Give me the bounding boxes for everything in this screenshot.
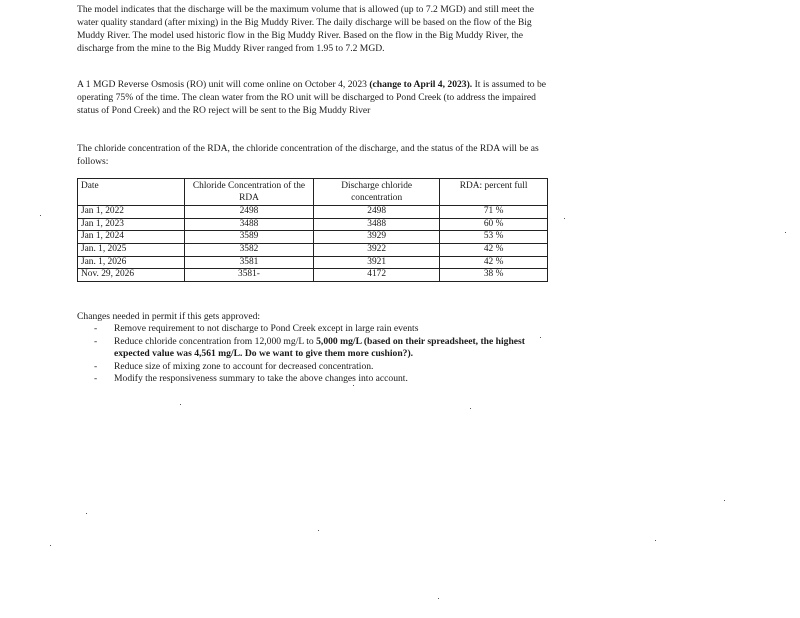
change-responsiveness-summary: Modify the responsiveness summary to take the above changes into account. (114, 373, 408, 385)
scan-speck (40, 215, 41, 216)
scan-speck (318, 530, 319, 531)
rda-status-table (77, 178, 548, 282)
scan-speck (86, 513, 87, 514)
bullet-dash: - (94, 323, 98, 334)
list-item (88, 373, 558, 386)
row-rda-percent: 38 % (440, 269, 548, 282)
row-date: Nov. 29, 2026 (78, 269, 185, 282)
table-row (78, 206, 548, 219)
row-rda-percent: 71 % (440, 206, 548, 219)
scan-speck (50, 545, 51, 546)
bullet-dash: - (94, 373, 98, 385)
scan-speck (353, 385, 354, 386)
row-discharge: 3488 (314, 218, 440, 231)
row-chloride: 2498 (184, 206, 313, 219)
row-discharge: 3922 (314, 243, 440, 256)
row-rda-percent: 42 % (440, 256, 548, 269)
bullet-dash: - (94, 360, 98, 372)
table-intro-paragraph: The chloride concentration of the RDA, the chloride concentration of the discharge, and the status of the RDA will be as follows: (77, 143, 539, 167)
scan-speck (655, 540, 656, 541)
header-rda-percent-full: RDA: percent full (440, 179, 548, 206)
scan-speck (540, 337, 541, 338)
row-date: Jan. 1, 2025 (78, 243, 185, 256)
row-discharge: 4172 (314, 269, 440, 282)
row-date: Jan 1, 2024 (78, 231, 185, 244)
scan-speck (180, 404, 181, 405)
list-item (88, 361, 558, 374)
bullet-dash: - (94, 335, 98, 347)
header-date: Date (78, 179, 185, 206)
table-row (78, 269, 548, 282)
table-header-row (78, 179, 548, 206)
ro-paragraph-start: A 1 MGD Reverse Osmosis (RO) unit will come online on October 4, 2023 (77, 79, 370, 90)
row-date: Jan 1, 2023 (78, 218, 185, 231)
change-reduce-chloride-bold: 5,000 mg/L (based on their spreadsheet, the highest expected value was 4,561 mg/L. Do we want to give them more cushion?). (114, 335, 525, 360)
table-row (78, 256, 548, 269)
row-chloride: 3488 (184, 218, 313, 231)
table-row (78, 218, 548, 231)
scan-speck (470, 408, 471, 409)
scan-speck (724, 500, 725, 501)
row-chloride: 3582 (184, 243, 313, 256)
row-chloride: 3589 (184, 231, 313, 244)
ro-date-change-note: (change to April 4, 2023). (369, 79, 473, 90)
scan-speck (785, 232, 786, 233)
row-rda-percent: 42 % (440, 243, 548, 256)
change-reduce-chloride-start: Reduce chloride concentration from 12,000 mg/L to (114, 335, 317, 347)
row-discharge: 3929 (314, 231, 440, 244)
row-chloride: 3581 (184, 256, 313, 269)
row-rda-percent: 60 % (440, 218, 548, 231)
model-paragraph: The model indicates that the discharge will be the maximum volume that is allowed (up to 7.2 MGD) and still meet the water quality standard (after mixing) in the Big Muddy River. The daily discharge will be based on the flow of the Big Muddy River. The model used historic flow in the Big Muddy River. Based on the flow in the Big Muddy River, the discharge from the mine to the Big Muddy River ranged from 1.95 to 7.2 MGD. (77, 4, 535, 54)
row-chloride: 3581- (184, 269, 313, 282)
table-row (78, 231, 548, 244)
row-discharge: 3921 (314, 256, 440, 269)
scan-speck (438, 598, 439, 599)
scan-speck (564, 218, 565, 219)
ro-unit-paragraph (77, 78, 549, 117)
ro-paragraph-end: It is assumed to be operating 75% of the time. The clean water from the RO unit will be discharged to Pond Creek (to address the impaired status of Pond Creek) and the RO reject will be sent to the Big Muddy River (77, 79, 546, 116)
header-discharge-chloride: Discharge chloride concentration (314, 179, 440, 206)
row-date: Jan. 1, 2026 (78, 256, 185, 269)
list-item (88, 323, 558, 336)
table-row (78, 243, 548, 256)
header-chloride-rda: Chloride Concentration of the RDA (184, 179, 313, 206)
change-remove-requirement: Remove requirement to not discharge to Pond Creek except in large rain events (114, 323, 419, 334)
row-discharge: 2498 (314, 206, 440, 219)
changes-heading: Changes needed in permit if this gets approved: (77, 311, 261, 322)
row-date: Jan 1, 2022 (78, 206, 185, 219)
changes-list (88, 323, 558, 386)
list-item (88, 336, 558, 361)
change-mixing-zone: Reduce size of mixing zone to account for decreased concentration. (114, 360, 374, 372)
row-rda-percent: 53 % (440, 231, 548, 244)
